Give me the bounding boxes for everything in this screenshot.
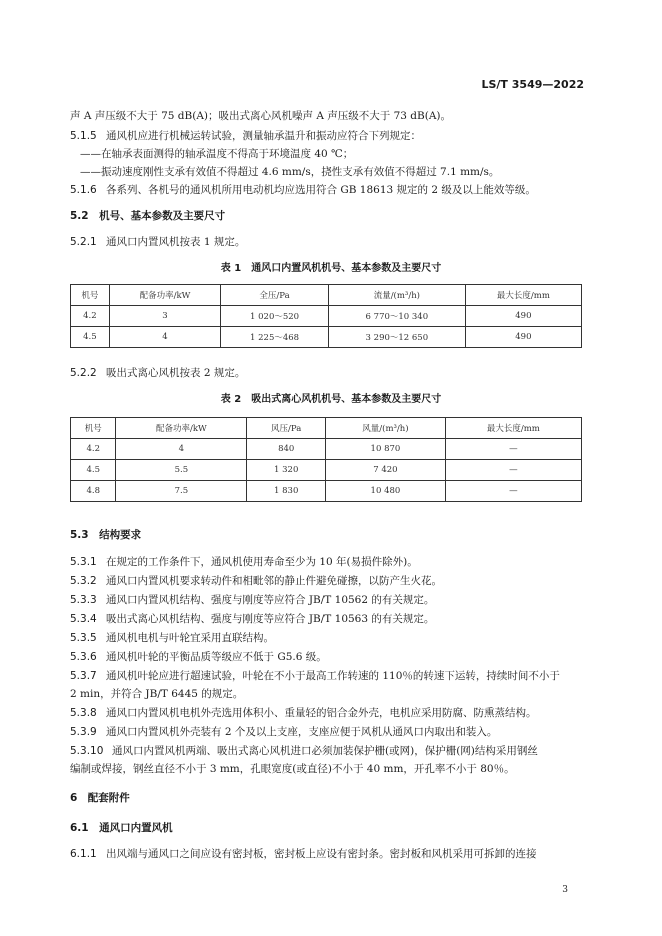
clause-text: 通风口内置风机两端、吸出式离心风机进口必须加装保护栅(或网)，保护栅(网)结构采用钢丝 [112, 745, 538, 757]
table-cell: 1 320 [247, 460, 326, 481]
table-row [71, 460, 582, 481]
table-cell: 4.5 [71, 327, 110, 348]
clause-number: 5.1.6 [70, 184, 97, 196]
clause-5-3-6 [70, 649, 327, 664]
column-header: 配备功率/kW [116, 418, 247, 439]
table-cell: 490 [465, 327, 581, 348]
clause-text: 通风机应进行机械运转试验，测量轴承温升和振动应符合下列规定： [106, 130, 421, 142]
table-cell: 4.5 [71, 460, 116, 481]
clause-5-1-6 [70, 182, 536, 197]
clause-5-3-10-continued: 编制或焊接，钢丝直径不小于 3 mm，孔眼宽度(或直径)不小于 40 mm，开孔率不小于 80％。 [70, 763, 515, 775]
clause-text: 吸出式离心风机按表 2 规定。 [106, 367, 246, 379]
table-row [71, 327, 582, 348]
table-cell: 7 420 [326, 460, 445, 481]
table2 [70, 417, 582, 502]
table-cell: 490 [465, 306, 581, 327]
list-item: ——振动速度刚性支承有效值不得超过 4.6 mm/s，挠性支承有效值不得超过 7.1 mm/s。 [80, 166, 500, 178]
table-row [71, 306, 582, 327]
clause-text: 通风机叶轮的平衡品质等级应不低于 G5.6 级。 [106, 651, 327, 663]
table1-caption: 表 1 通风口内置风机机号、基本参数及主要尺寸 [220, 263, 442, 274]
column-header: 机号 [71, 285, 110, 306]
clause-number: 5.3.3 [70, 594, 97, 606]
column-header: 配备功率/kW [109, 285, 220, 306]
paragraph-continued: 声 A 声压级不大于 75 dB(A)；吸出式离心风机噪声 A 声压级不大于 73 dB(A)。 [70, 110, 452, 122]
table-row [71, 481, 582, 502]
clause-5-3-4 [70, 611, 434, 626]
table-cell: 10 480 [326, 481, 445, 502]
column-header: 流量/(m³/h) [328, 285, 465, 306]
table-cell: 3 290～12 650 [328, 327, 465, 348]
table-cell: — [445, 439, 581, 460]
section-heading-5-3: 5.3 结构要求 [70, 529, 142, 541]
clause-number: 5.2.1 [70, 236, 97, 248]
clause-5-3-8 [70, 705, 537, 720]
clause-5-3-3 [70, 592, 434, 607]
standard-number: LS/T 3549—2022 [481, 78, 584, 91]
table-cell: 840 [247, 439, 326, 460]
column-header: 最大长度/mm [465, 285, 581, 306]
clause-text: 通风机叶轮应进行超速试验，叶轮在不小于最高工作转速的 110％的转速下运转，持续时间不小于 [106, 670, 560, 682]
clause-number: 5.3.8 [70, 707, 97, 719]
clause-number: 5.3.10 [70, 745, 104, 757]
clause-number: 5.1.5 [70, 130, 97, 142]
table-cell: 6 770～10 340 [328, 306, 465, 327]
clause-text: 通风机电机与叶轮宜采用直联结构。 [106, 632, 274, 644]
table-row [71, 439, 582, 460]
page-number: 3 [562, 885, 568, 895]
clause-5-3-10 [70, 743, 538, 758]
table-header-row [71, 285, 582, 306]
clause-number: 5.3.6 [70, 651, 97, 663]
column-header: 全压/Pa [221, 285, 329, 306]
clause-number: 5.3.5 [70, 632, 97, 644]
clause-5-1-5 [70, 128, 421, 143]
clause-text: 吸出式离心风机结构、强度与刚度等应符合 JB/T 10563 的有关规定。 [106, 613, 435, 625]
clause-6-1-1 [70, 846, 537, 861]
clause-text: 通风口内置风机外壳装有 2 个及以上支座，支座应便于风机从通风口内取出和装入。 [106, 726, 498, 738]
section-heading-6-1: 6.1 通风口内置风机 [70, 822, 173, 834]
clause-number: 5.3.9 [70, 726, 97, 738]
clause-number: 5.3.4 [70, 613, 97, 625]
table-cell: — [445, 460, 581, 481]
clause-5-3-1 [70, 554, 418, 569]
table-cell: 1 225～468 [221, 327, 329, 348]
clause-text: 通风口内置风机电机外壳选用体积小、重量轻的铝合金外壳，电机应采用防腐、防熏蒸结构。 [106, 707, 537, 719]
clause-text: 各系列、各机号的通风机所用电动机均应选用符合 GB 18613 规定的 2 级及以上能效等级。 [106, 184, 536, 196]
clause-5-2-1 [70, 234, 245, 249]
table-cell: 5.5 [116, 460, 247, 481]
clause-text: 通风口内置风机结构、强度与刚度等应符合 JB/T 10562 的有关规定。 [106, 594, 435, 606]
table-cell: 4.2 [71, 439, 116, 460]
clause-5-3-7 [70, 668, 560, 683]
table-cell: — [445, 481, 581, 502]
clause-text: 通风口内置风机按表 1 规定。 [106, 236, 246, 248]
table-cell: 10 870 [326, 439, 445, 460]
column-header: 风压/Pa [247, 418, 326, 439]
section-heading-5-2: 5.2 机号、基本参数及主要尺寸 [70, 210, 226, 222]
table-cell: 4.8 [71, 481, 116, 502]
chapter-heading-6: 6 配套附件 [70, 792, 130, 804]
table-cell: 7.5 [116, 481, 247, 502]
table-cell: 4 [116, 439, 247, 460]
clause-5-3-5 [70, 630, 274, 645]
list-item: ——在轴承表面测得的轴承温度不得高于环境温度 40 ℃； [80, 148, 354, 160]
table-cell: 4.2 [71, 306, 110, 327]
clause-number: 5.3.2 [70, 575, 97, 587]
clause-number: 5.3.7 [70, 670, 97, 682]
clause-text: 出风端与通风口之间应设有密封板，密封板上应设有密封条。密封板和风机采用可拆卸的连接 [106, 848, 537, 860]
table1 [70, 284, 582, 348]
table-cell: 3 [109, 306, 220, 327]
table-header-row [71, 418, 582, 439]
clause-number: 6.1.1 [70, 848, 97, 860]
column-header: 机号 [71, 418, 116, 439]
clause-5-2-2 [70, 365, 245, 380]
clause-5-3-2 [70, 573, 442, 588]
clause-text: 通风口内置风机要求转动件和相毗邻的静止件避免碰擦，以防产生火花。 [106, 575, 442, 587]
clause-5-3-9 [70, 724, 497, 739]
table-cell: 1 020～520 [221, 306, 329, 327]
table2-caption: 表 2 吸出式离心风机机号、基本参数及主要尺寸 [220, 394, 442, 405]
table-cell: 4 [109, 327, 220, 348]
clause-text: 在规定的工作条件下，通风机使用寿命至少为 10 年(易损件除外)。 [106, 556, 418, 568]
clause-number: 5.3.1 [70, 556, 97, 568]
column-header: 最大长度/mm [445, 418, 581, 439]
table-cell: 1 830 [247, 481, 326, 502]
column-header: 风量/(m³/h) [326, 418, 445, 439]
clause-number: 5.2.2 [70, 367, 97, 379]
clause-5-3-7-continued: 2 min，并符合 JB/T 6445 的规定。 [70, 688, 244, 700]
